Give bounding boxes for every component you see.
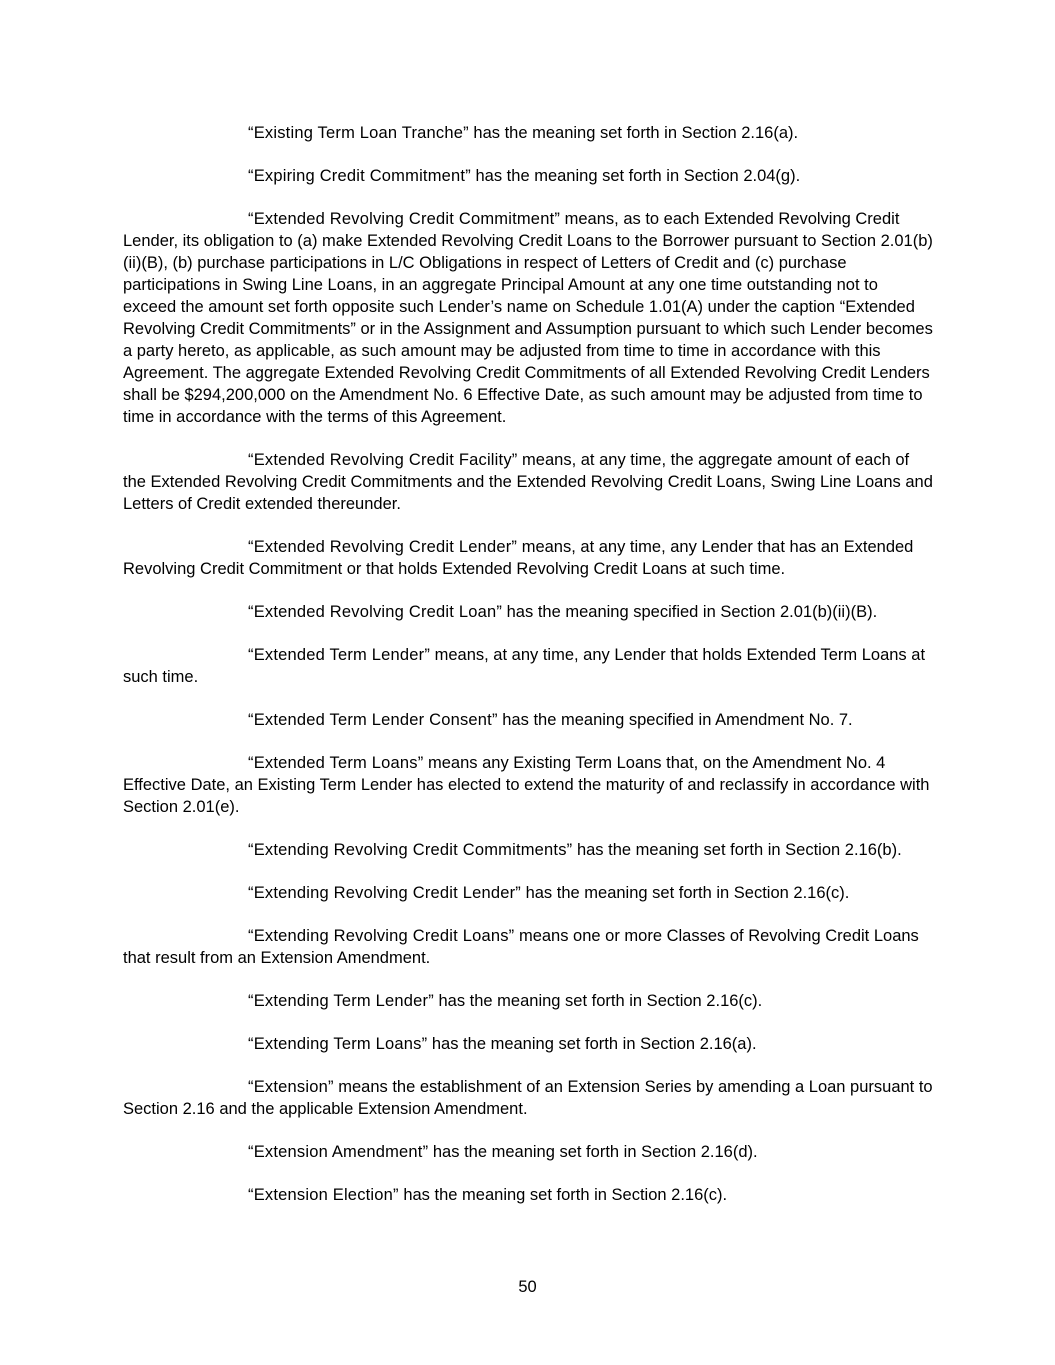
defined-term: “Extension” bbox=[248, 1078, 334, 1096]
defined-term: “Extending Revolving Credit Lender” bbox=[248, 884, 521, 902]
definition-text: has the meaning specified in Section 2.01(b)(ii)(B). bbox=[502, 603, 878, 621]
definition-text: has the meaning set forth in Section 2.16(a). bbox=[427, 1035, 757, 1053]
definition-paragraph bbox=[123, 990, 933, 1012]
defined-term: “Extended Term Lender” bbox=[248, 646, 431, 664]
definition-paragraph bbox=[123, 839, 933, 861]
defined-term: “Extended Revolving Credit Facility” bbox=[248, 451, 518, 469]
definition-paragraph bbox=[123, 536, 933, 580]
definition-text: has the meaning set forth in Section 2.16(b). bbox=[572, 841, 902, 859]
defined-term: “Extended Term Loans” bbox=[248, 754, 424, 772]
defined-term: “Extending Revolving Credit Loans” bbox=[248, 927, 515, 945]
definition-paragraph bbox=[123, 165, 933, 187]
defined-term: “Extending Revolving Credit Commitments” bbox=[248, 841, 573, 859]
definition-text: has the meaning set forth in Section 2.16(a). bbox=[468, 124, 799, 142]
definition-paragraph bbox=[123, 1184, 933, 1206]
definition-paragraph bbox=[123, 925, 933, 969]
definition-paragraph bbox=[123, 1033, 933, 1055]
definition-paragraph bbox=[123, 601, 933, 623]
definition-text: has the meaning specified in Amendment No. 7. bbox=[497, 711, 853, 729]
definition-text: means, at any time, any Lender that holds Extended Term Loans at such time. bbox=[123, 646, 926, 686]
definition-paragraph bbox=[123, 1076, 933, 1120]
definition-text: has the meaning set forth in Section 2.16(d). bbox=[428, 1143, 758, 1161]
defined-term: “Extended Revolving Credit Lender” bbox=[248, 538, 518, 556]
defined-term: “Extending Term Loans” bbox=[248, 1035, 428, 1053]
definition-text: means the establishment of an Extension Series by amending a Loan pursuant to Section 2.16 and the applicable Extension Amendment. bbox=[123, 1078, 933, 1118]
definition-text: means one or more Classes of Revolving Credit Loans that result from an Extension Amendment. bbox=[123, 927, 919, 967]
definition-paragraph bbox=[123, 882, 933, 904]
definition-text: means, at any time, the aggregate amount of each of the Extended Revolving Credit Commitments and the Extended Revolving Credit Loans, Swing Line Loans and Letters of Credit extended thereunder. bbox=[123, 451, 933, 513]
defined-term: “Extended Revolving Credit Commitment” bbox=[248, 210, 561, 228]
page-number: 50 bbox=[518, 1278, 537, 1296]
definition-text: has the meaning set forth in Section 2.16(c). bbox=[398, 1186, 728, 1204]
defined-term: “Extending Term Lender” bbox=[248, 992, 434, 1010]
definition-paragraph bbox=[123, 752, 933, 818]
definition-text: has the meaning set forth in Section 2.16(c). bbox=[520, 884, 850, 902]
defined-term: “Extension Election” bbox=[248, 1186, 399, 1204]
definition-paragraph bbox=[123, 449, 933, 515]
definition-text: means any Existing Term Loans that, on the Amendment No. 4 Effective Date, an Existing Term Lender has elected to extend the maturity of and reclassify in accordance with Section 2.01(e). bbox=[123, 754, 930, 816]
definition-paragraph bbox=[123, 1141, 933, 1163]
definition-text: has the meaning set forth in Section 2.04(g). bbox=[470, 167, 801, 185]
definition-text: means, at any time, any Lender that has an Extended Revolving Credit Commitment or that holds Extended Revolving Credit Loans at such time. bbox=[123, 538, 914, 578]
definition-text: means, as to each Extended Revolving Credit Lender, its obligation to (a) make Extended Revolving Credit Loans to the Borrower pursuant to Section 2.01(b)(ii)(B), (b) purchase participations in L/C Obligations in respect of Letters of Credit and (c) purchase participations in Swing Line Loans, in an aggregate Principal Amount at any one time outstanding not to exceed the amount set forth opposite such Lender’s name on Schedule 1.01(A) under the caption “Extended Revolving Credit Commitments” or in the Assignment and Assumption pursuant to which such Lender becomes a party hereto, as applicable, as such amount may be adjusted from time to time in accordance with this Agreement. The aggregate Extended Revolving Credit Commitments of all Extended Revolving Credit Lenders shall be $294,200,000 on the Amendment No. 6 Effective Date, as such amount may be adjusted from time to time in accordance with the terms of this Agreement. bbox=[123, 210, 933, 426]
defined-term: “Extension Amendment” bbox=[248, 1143, 429, 1161]
defined-term: “Extended Term Lender Consent” bbox=[248, 711, 498, 729]
definition-paragraph bbox=[123, 122, 933, 144]
defined-term: “Expiring Credit Commitment” bbox=[248, 167, 471, 185]
definition-paragraph bbox=[123, 709, 933, 731]
defined-term: “Extended Revolving Credit Loan” bbox=[248, 603, 503, 621]
definition-text: has the meaning set forth in Section 2.16(c). bbox=[433, 992, 763, 1010]
document-body bbox=[123, 122, 933, 1227]
definition-paragraph bbox=[123, 208, 933, 428]
defined-term: “Existing Term Loan Tranche” bbox=[248, 124, 469, 142]
definition-paragraph bbox=[123, 644, 933, 688]
